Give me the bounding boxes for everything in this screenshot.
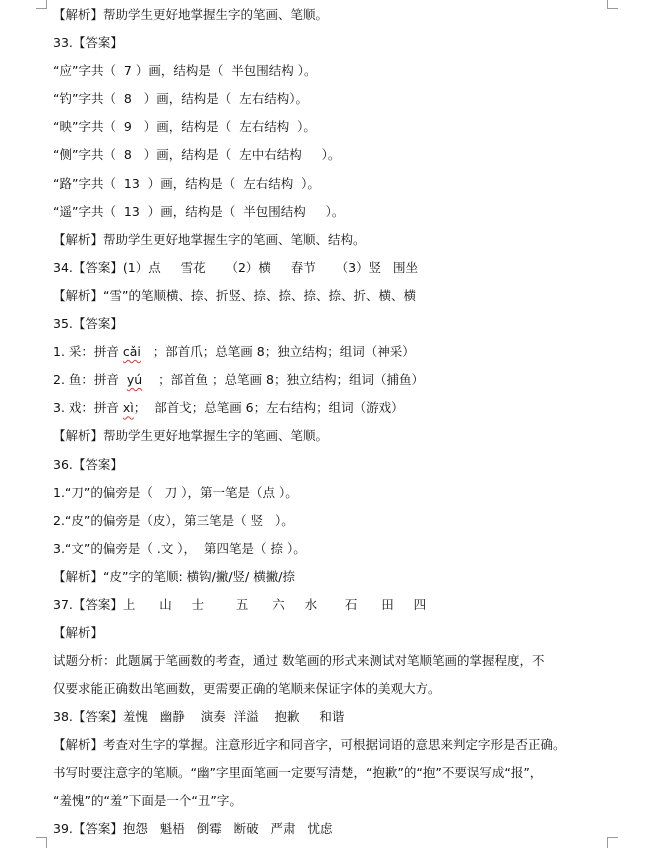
text-line: 【解析】帮助学生更好地掌握生字的笔画、笔顺。 xyxy=(53,7,329,22)
text-line: 2.“皮”的偏旁是（皮），第三笔是（ 竖 ）。 xyxy=(53,512,294,528)
text-line: 39.【答案】抱怨 魁梧 倒霉 断破 严肃 忧虑 xyxy=(53,821,333,837)
text-line: “应”字共（ 7 ）画，结构是（ 半包围结构 ）。 xyxy=(53,63,317,79)
line-head: 3. 戏：拼音 xyxy=(53,400,123,416)
text-line: 35.【答案】 xyxy=(53,316,123,332)
text-line: 【解析】“雪”的笔顺横、捺、折竖、捺、捺、捺、捺、折、横、横 xyxy=(53,287,416,303)
text-line: 【解析】“皮”字的笔顺: 横钩/撇/竖/ 横撇/捺 xyxy=(53,568,295,584)
text-line: 【解析】帮助学生更好地掌握生字的笔画、笔顺、结构。 xyxy=(53,231,366,247)
text-line: 38.【答案】羞愧 幽静 演奏 洋溢 抱歉 和谐 xyxy=(53,709,345,725)
text-line: 仅要求能正确数出笔画数，更需要正确的笔顺来保证字体的美观大方。 xyxy=(53,681,441,697)
text-line: 3.“文”的偏旁是（ .文 ）， 第四笔是（ 捺 ）。 xyxy=(53,540,306,556)
text-line: “侧”字共（ 8 ）画，结构是（ 左中右结构 ）。 xyxy=(53,147,341,163)
pinyin-xi: xì xyxy=(122,400,134,416)
text-line: “遥”字共（ 13 ）画，结构是（ 半包围结构 ）。 xyxy=(53,203,345,219)
text-line: 【解析】帮助学生更好地掌握生字的笔画、笔顺。 xyxy=(53,428,329,444)
text-line: “路”字共（ 13 ）画，结构是（ 左右结构 ）。 xyxy=(53,175,320,191)
text-line: “羞愧”的“羞”下面是一个“丑”字。 xyxy=(53,793,242,809)
text-line: 37.【答案】上 山 士 五 六 水 石 田 四 xyxy=(53,596,427,612)
text-line: 1.“刀”的偏旁是（ 刀 ），第一笔是（点 ）。 xyxy=(53,484,298,500)
text-line: 33.【答案】 xyxy=(53,35,123,51)
document-body xyxy=(53,4,613,846)
pinyin-yu: yú xyxy=(126,372,143,388)
text-line: “映”字共（ 9 ）画，结构是（ 左右结构 ）。 xyxy=(53,119,316,135)
line-head: 2. 鱼：拼音 xyxy=(53,372,127,388)
page-corner-mark xyxy=(36,0,47,9)
line-tail: ； 部首戈；总笔画 6；左右结构；组词（游戏） xyxy=(133,400,404,416)
text-line: 试题分析：此题属于笔画数的考查，通过 数笔画的形式来测试对笔顺笔画的掌握程度，不 xyxy=(53,653,545,669)
text-line-pinyin xyxy=(53,397,613,425)
pinyin-cai: cǎi xyxy=(122,344,141,360)
text-line: 34.【答案】(1）点 雪花 （2）横 春节 （3）竖 围坐 xyxy=(53,259,419,275)
line-head: 1. 采：拼音 xyxy=(53,344,123,360)
text-line: 【解析】 xyxy=(53,625,104,641)
text-line-pinyin xyxy=(53,369,613,397)
line-tail: ；部首鱼 ；总笔画 8；独立结构；组词（捕鱼） xyxy=(142,372,424,388)
text-line-pinyin xyxy=(53,341,613,369)
text-line: 书写时要注意字的笔顺。“幽”字里面笔画一定要写清楚，“抱歉”的“抱”不要误写成“报”， xyxy=(53,765,543,781)
line-tail: ；部首爪；总笔画 8；独立结构；组词（神采） xyxy=(140,344,415,360)
text-line: 36.【答案】 xyxy=(53,456,123,472)
text-line: 【解析】考查对生字的掌握。注意形近字和同音字，可根据词语的意思来判定字形是否正确。 xyxy=(53,737,566,753)
page-corner-mark xyxy=(36,837,47,848)
text-line: “钓”字共（ 8 ）画，结构是（ 左右结构）。 xyxy=(53,91,308,107)
